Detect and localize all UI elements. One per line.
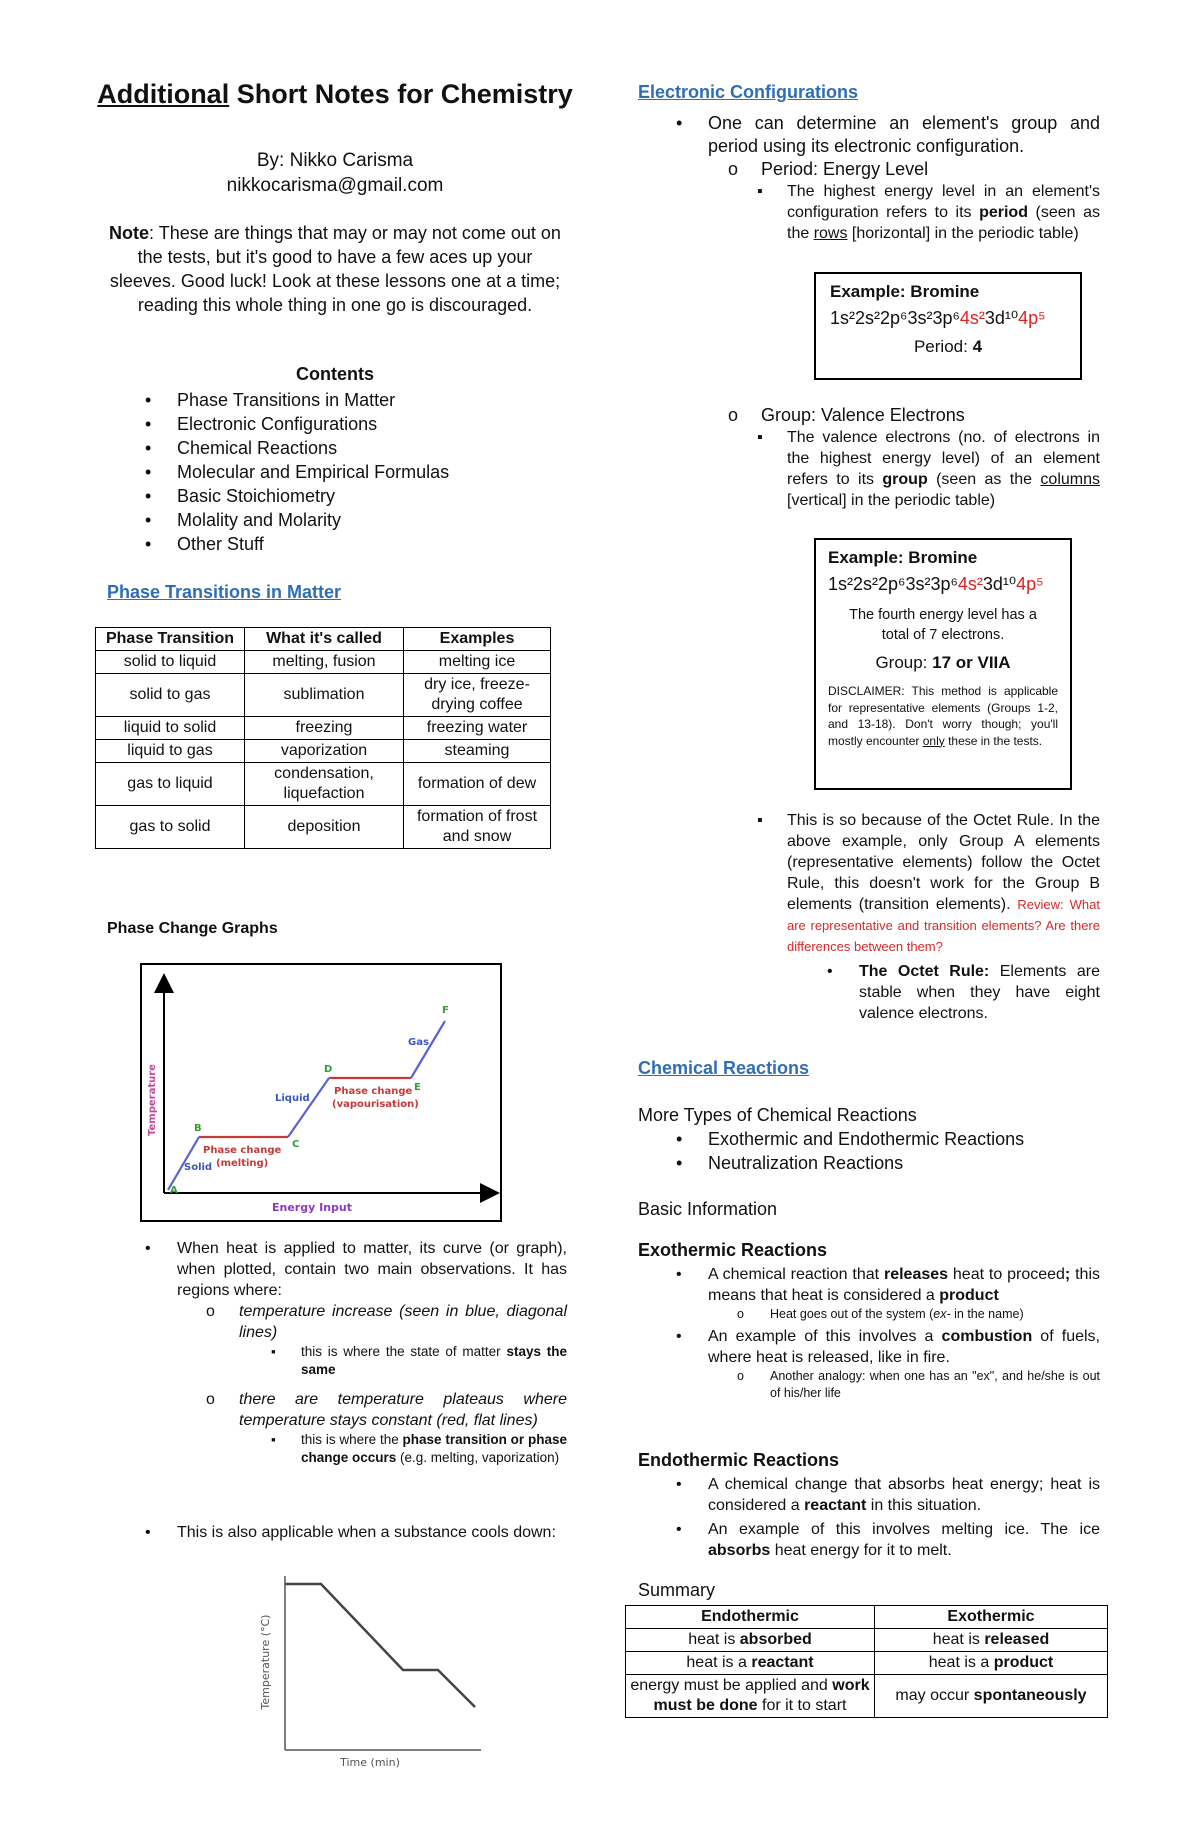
table-cell: [875, 1675, 1108, 1718]
list-item: • This is also applicable when a substance cools down:: [177, 1522, 567, 1543]
exo-bold: ;: [1064, 1266, 1071, 1283]
reaction-types-list: [708, 1127, 1024, 1175]
author-block: [95, 148, 575, 198]
detail-underline: rows: [813, 225, 848, 242]
summary-label: Summary: [638, 1580, 716, 1600]
electron-configuration: [830, 308, 1080, 329]
ec-list: [708, 112, 1100, 244]
table-header-cell: Phase Transition: [96, 628, 245, 651]
exo-text: A chemical reaction that: [708, 1266, 884, 1283]
example-box-period: [814, 272, 1082, 380]
disclaimer: [828, 683, 1058, 749]
config-part: 1s²2s²2p⁶3s²3p⁶: [830, 308, 960, 328]
detail-text: this is where the: [301, 1432, 403, 1447]
table-row: [626, 1675, 1108, 1718]
table-cell: [626, 1675, 875, 1718]
table-row: [96, 717, 551, 740]
table-row: [626, 1652, 1108, 1675]
more-types-label: More Types of Chemical Reactions: [638, 1105, 917, 1125]
cell-text: may occur: [895, 1687, 974, 1704]
exo-sublist: [770, 1368, 1100, 1402]
point-label: F: [442, 1005, 449, 1016]
detail-underline: columns: [1040, 471, 1100, 488]
table-cell: liquid to gas: [96, 740, 245, 763]
table-cell: formation of frost and snow: [404, 806, 551, 849]
endo-text: heat energy for it to melt.: [770, 1542, 952, 1559]
table-cell: gas to liquid: [96, 763, 245, 806]
octet-rule-label: The Octet Rule:: [859, 963, 990, 980]
table-cell: [875, 1629, 1108, 1652]
disclaimer-text: these in the tests.: [944, 733, 1043, 748]
config-part: 1s²2s²2p⁶3s²3p⁶: [828, 574, 958, 594]
list-item: [787, 810, 1100, 1024]
contents-heading: Contents: [296, 364, 374, 384]
table-cell: [875, 1652, 1108, 1675]
contents-item: • Phase Transitions in Matter: [177, 388, 449, 412]
table-cell: melting, fusion: [245, 651, 404, 674]
config-part: 3d¹⁰: [984, 308, 1019, 328]
list-item: [761, 404, 1100, 511]
endothermic-heading: Endothermic Reactions: [638, 1450, 840, 1470]
config-part: 3d¹⁰: [982, 574, 1017, 594]
table-cell: condensation, liquefaction: [245, 763, 404, 806]
vaporisation-label-line2: (vapourisation): [332, 1099, 419, 1110]
endo-text: A chemical change that absorbs heat energy; heat is considered a: [708, 1476, 1100, 1514]
list-item: • Exothermic and Endothermic Reactions: [708, 1127, 1024, 1151]
detail-bold: period: [979, 204, 1028, 221]
exo-bold: releases: [883, 1266, 949, 1283]
list-item: [787, 181, 1100, 244]
cell-text: heat is: [932, 1631, 985, 1648]
period-details: [787, 181, 1100, 244]
phase-change-graphs-heading: Phase Change Graphs: [107, 920, 278, 937]
melting-label-line1: Phase change: [203, 1145, 282, 1156]
group-label: Group: Valence Electrons: [761, 405, 965, 425]
observation-1: temperature increase (seen in blue, diagonal lines): [239, 1303, 567, 1341]
octet-explanation: This is so because of the Octet Rule. In the above example, only Group A elements (representative elements) follow the Octet Rule, this doesn't work for the Group B elements (transition elements).: [787, 812, 1100, 913]
x-axis-label: Time (min): [340, 1756, 400, 1769]
table-header-cell: Exothermic: [875, 1606, 1108, 1629]
detail-text: [horizontal] in the periodic table): [847, 225, 1079, 242]
example-box-group: [814, 538, 1072, 790]
contents-item: • Basic Stoichiometry: [177, 484, 449, 508]
observation-1-details: [301, 1343, 567, 1379]
detail-text: [vertical] in the periodic table): [787, 492, 996, 509]
exo-text: this means that heat is considered a: [708, 1266, 1101, 1304]
liquid-segment: [288, 1078, 329, 1137]
table-cell: deposition: [245, 806, 404, 849]
cell-text: heat is: [688, 1631, 740, 1648]
note-text: : These are things that may or may not come out on the tests, but it's good to have a few aces up your sleeves. Good luck! Look at these lessons one at a time; reading this whole thing in one go is discouraged.: [109, 223, 561, 315]
contents-item: • Other Stuff: [177, 532, 449, 556]
cell-text: for it to start: [757, 1697, 847, 1714]
point-label: C: [292, 1139, 300, 1150]
octet-rule-text: Elements are stable when they have eight valence electrons.: [859, 963, 1100, 1022]
octet-list: [787, 810, 1100, 1024]
cooling-curve-svg: [255, 1572, 485, 1772]
table-header-cell: What it's called: [245, 628, 404, 651]
group-result: [816, 653, 1070, 673]
detail-text: (e.g. melting, vaporization): [396, 1450, 560, 1465]
table-cell: liquid to solid: [96, 717, 245, 740]
title-rest: Short Notes for Chemistry: [229, 79, 573, 109]
point-label: D: [324, 1064, 333, 1075]
exo-bold: product: [939, 1287, 999, 1304]
cooling-curve-line: [285, 1584, 475, 1707]
exothermic-list: [708, 1264, 1100, 1402]
table-cell: vaporization: [245, 740, 404, 763]
observations-list: [177, 1238, 567, 1467]
table-row: [96, 740, 551, 763]
detail-bold: group: [882, 471, 928, 488]
list-item: [239, 1301, 567, 1379]
table-row: [96, 763, 551, 806]
list-item: [708, 1264, 1100, 1323]
cell-text: heat is a: [686, 1654, 752, 1671]
list-item: [708, 1474, 1100, 1516]
observation-2-details: [301, 1431, 567, 1467]
list-item: [787, 427, 1100, 511]
phase-transitions-heading: Phase Transitions in Matter: [107, 582, 342, 602]
list-item: • Neutralization Reactions: [708, 1151, 1024, 1175]
list-item: o Another analogy: when one has an "ex", and he/she is out of his/her life: [770, 1368, 1100, 1402]
exo-text: of fuels, where heat is released, like in fire.: [708, 1328, 1100, 1366]
list-item: [708, 1326, 1100, 1402]
disclaimer-underline: only: [922, 733, 945, 748]
cell-bold: released: [984, 1631, 1050, 1648]
list-item: [301, 1431, 567, 1467]
author-name: By: Nikko Carisma: [256, 150, 414, 171]
contents-item: • Molality and Molarity: [177, 508, 449, 532]
table-row: [96, 806, 551, 849]
endo-bold: reactant: [804, 1497, 867, 1514]
table-cell: [626, 1629, 875, 1652]
solid-label: Solid: [184, 1162, 213, 1173]
review-question: Review: What are representative and transition elements? Are there differences between them?: [787, 897, 1100, 954]
contents-item: • Molecular and Empirical Formulas: [177, 460, 449, 484]
cell-bold: spontaneously: [973, 1687, 1087, 1704]
detail-text: The valence electrons (no. of electrons in the highest energy level) of an element refers to its: [787, 429, 1100, 488]
config-highlight: 4p⁵: [1018, 308, 1046, 328]
group-list: [761, 404, 1100, 511]
contents-item: • Electronic Configurations: [177, 412, 449, 436]
cell-bold: reactant: [751, 1654, 814, 1671]
exothermic-heading: Exothermic Reactions: [638, 1240, 828, 1260]
table-header-row: [626, 1606, 1108, 1629]
exo-text: heat to proceed: [948, 1266, 1065, 1283]
table-header-cell: Endothermic: [626, 1606, 875, 1629]
list-item: [177, 1238, 567, 1467]
table-header-cell: Examples: [404, 628, 551, 651]
point-label: B: [194, 1123, 202, 1134]
title-underlined-word: Additional: [97, 79, 230, 109]
table-row: [96, 674, 551, 717]
period-result: [816, 337, 1080, 357]
detail-text: this is where the state of matter: [301, 1344, 507, 1359]
point-label: A: [170, 1185, 178, 1196]
config-highlight: 4p⁵: [1016, 574, 1044, 594]
document-title: [95, 78, 575, 111]
contents-item: • Chemical Reactions: [177, 436, 449, 460]
list-item: [708, 1519, 1100, 1561]
table-cell: sublimation: [245, 674, 404, 717]
heating-curve-figure: [140, 963, 502, 1222]
gas-label: Gas: [408, 1037, 429, 1048]
config-highlight: 4s²: [959, 308, 985, 328]
period-result-value: 4: [972, 337, 983, 356]
table-cell: gas to solid: [96, 806, 245, 849]
exo-sub-text: in the name): [950, 1307, 1024, 1321]
endothermic-list: [708, 1474, 1100, 1561]
table-cell: [626, 1652, 875, 1675]
endo-text: in this situation.: [866, 1497, 982, 1514]
author-email: nikkocarisma@gmail.com: [226, 175, 444, 196]
table-header-row: [96, 628, 551, 651]
x-axis-label: Energy Input: [272, 1201, 352, 1214]
cell-text: heat is a: [928, 1654, 994, 1671]
detail-text: (seen as the: [927, 471, 1041, 488]
exo-text: An example of this involves a: [708, 1328, 942, 1345]
cell-bold: product: [993, 1654, 1054, 1671]
box-title: Example: Bromine: [828, 548, 978, 567]
detail-bold: stays the same: [301, 1344, 567, 1377]
detail-text: (seen as the: [787, 204, 1100, 242]
detail-bold: phase transition or phase change occurs: [301, 1432, 567, 1465]
intro-note: [105, 221, 565, 317]
table-cell: solid to gas: [96, 674, 245, 717]
detail-text: The highest energy level in an element's configuration refers to its: [787, 183, 1100, 221]
basic-info-label: Basic Information: [638, 1199, 778, 1219]
exo-sub-italic: ex-: [933, 1307, 951, 1321]
note-label: Note: [109, 223, 150, 243]
group-result-label: Group:: [875, 653, 933, 672]
box-title: Example: Bromine: [830, 282, 980, 301]
table-cell: dry ice, freeze-drying coffee: [404, 674, 551, 717]
electron-configuration: [828, 574, 1070, 595]
chemical-reactions-heading: Chemical Reactions: [638, 1058, 810, 1078]
period-result-label: Period:: [913, 337, 973, 356]
table-cell: formation of dew: [404, 763, 551, 806]
table-cell: steaming: [404, 740, 551, 763]
period-label: Period: Energy Level: [761, 159, 929, 179]
observation-2: there are temperature plateaus where temperature stays constant (red, flat lines): [239, 1391, 567, 1429]
melting-label-line2: (melting): [216, 1158, 269, 1169]
cooling-list: [177, 1522, 567, 1543]
cell-bold: work must be done: [653, 1677, 870, 1714]
list-item: [708, 112, 1100, 244]
observations-sublist: [239, 1301, 567, 1467]
vaporisation-label-line1: Phase change: [334, 1086, 413, 1097]
contents-list: [177, 388, 449, 556]
electronic-configurations-heading: Electronic Configurations: [638, 82, 859, 102]
endo-text: An example of this involves melting ice. The ice: [708, 1521, 1100, 1538]
ec-intro: One can determine an element's group and period using its electronic configuration.: [708, 113, 1100, 156]
phase-transition-table: [95, 627, 551, 849]
ec-sublist: [761, 158, 1100, 244]
cell-bold: absorbed: [739, 1631, 812, 1648]
table-cell: melting ice: [404, 651, 551, 674]
gas-segment: [411, 1021, 445, 1078]
heating-curve-svg: [142, 965, 500, 1220]
liquid-label: Liquid: [275, 1093, 310, 1104]
list-item: [859, 961, 1100, 1024]
exo-sublist: [770, 1306, 1100, 1323]
point-label: E: [414, 1082, 421, 1093]
cell-text: energy must be applied and: [630, 1677, 833, 1694]
disclaimer-text: DISCLAIMER: This method is applicable for representative elements (Groups 1-2, and 13-18). Don't worry though; you'll mostly encounter: [828, 684, 1058, 748]
summary-table: [625, 1605, 1108, 1718]
exo-sub-text: Heat goes out of the system (: [770, 1307, 934, 1321]
table-cell: freezing water: [404, 717, 551, 740]
table-row: [626, 1629, 1108, 1652]
box-explanation: The fourth energy level has a total of 7 electrons.: [849, 607, 1037, 643]
table-row: [96, 651, 551, 674]
endo-bold: absorbs: [708, 1542, 771, 1559]
list-item: [301, 1343, 567, 1379]
list-item: [761, 158, 1100, 244]
y-axis-label: Temperature: [147, 1064, 158, 1136]
group-result-value: 17 or VIIA: [932, 653, 1011, 672]
observations-intro: When heat is applied to matter, its curve (or graph), when plotted, contain two main observations. It has regions where:: [177, 1240, 567, 1299]
table-cell: solid to liquid: [96, 651, 245, 674]
config-highlight: 4s²: [957, 574, 983, 594]
list-item: [239, 1389, 567, 1467]
octet-rule-list: [859, 961, 1100, 1024]
list-item: [770, 1306, 1100, 1323]
exo-bold: combustion: [941, 1328, 1033, 1345]
table-cell: freezing: [245, 717, 404, 740]
y-axis-label: Temperature (°C): [259, 1614, 272, 1710]
group-details: [787, 427, 1100, 511]
cooling-curve-figure: [255, 1572, 485, 1772]
